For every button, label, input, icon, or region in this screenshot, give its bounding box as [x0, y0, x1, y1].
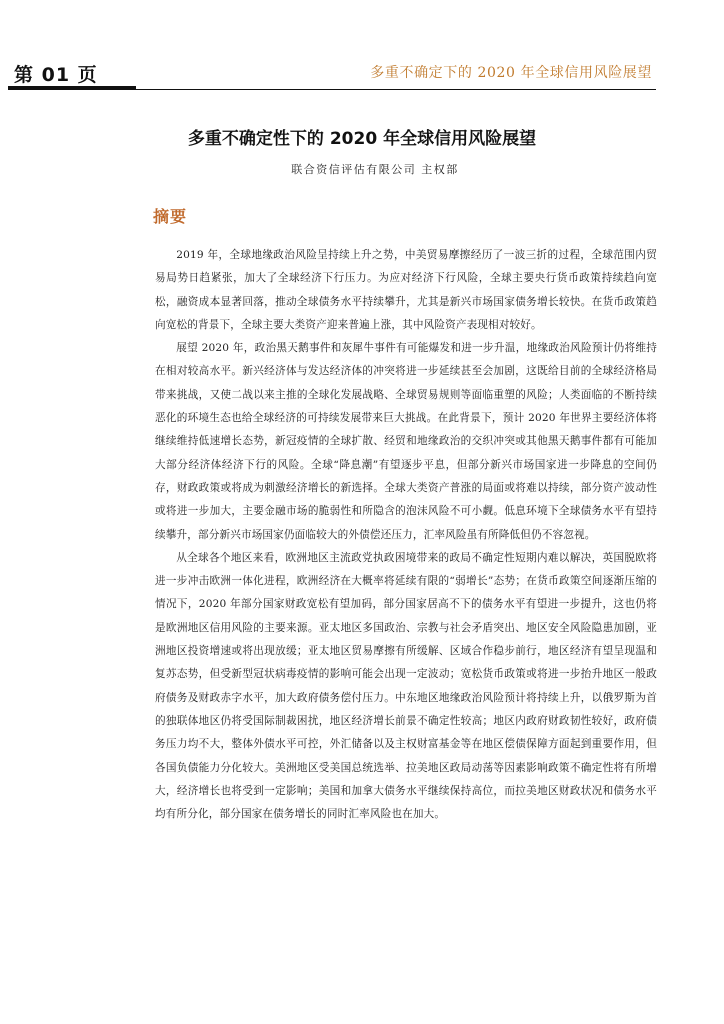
running-header-title: 多重不确定下的 2020 年全球信用风险展望 [370, 65, 652, 81]
abstract-heading: 摘要 [153, 207, 188, 226]
abstract-paragraph-2: 展望 2020 年，政治黑天鹅事件和灰犀牛事件有可能爆发和进一步升温，地缘政治风险预计仍将维持在相对较高水平。新兴经济体与发达经济体的冲突将进一步延续甚至会加剧，这既给目前的全球经济格局带来挑战，又使二战以来主推的全球化发展战略、全球贸易规则等面临重塑的风险；人类面临的不断持续恶化的环境生态也给全球经济的可持续发展带来巨大挑战。在此背景下，预计 2020 年世界主要经济体将继续维持低速增长态势，新冠疫情的全球扩散、经贸和地缘政治的交织冲突或其他黑天鹅事件都有可能加大部分经济体经济下行的风险。全球“降息潮”有望逐步平息，但部分新兴市场国家进一步降息的空间仍存，财政政策或将成为刺激经济增长的新选择。全球大类资产普涨的局面或将难以持续，部分资产波动性或将进一步加大，主要金融市场的脆弱性和所隐含的泡沫风险不可小觑。低息环境下全球债务水平有望持续攀升，部分新兴市场国家仍面临较大的外债偿还压力，汇率风险虽有所降低但仍不容忽视。 [155, 342, 657, 541]
header-rule-thin [136, 89, 656, 90]
header-rule-thick [8, 86, 136, 90]
page-header [0, 0, 724, 100]
document-author: 联合资信评估有限公司 主权部 [291, 163, 459, 176]
abstract-paragraph-3: 从全球各个地区来看，欧洲地区主流政党执政困境带来的政局不确定性短期内难以解决，英国脱欧将进一步冲击欧洲一体化进程，欧洲经济在大概率将延续有限的“弱增长”态势；在货币政策空间逐渐压缩的情况下，2020 年部分国家财政宽松有望加码，部分国家居高不下的债务水平有望进一步提升，这也仍将是欧洲地区信用风险的主要来源。亚太地区多国政治、宗教与社会矛盾突出、地区安全风险隐患加剧，亚洲地区投资增速或将出现放缓；亚太地区贸易摩擦有所缓解、区域合作稳步前行，地区经济有望呈现温和复苏态势，但受新型冠状病毒疫情的影响可能会出现一定波动；宽松货币政策或将进一步抬升地区一般政府债务及财政赤字水平，加大政府债务偿付压力。中东地区地缘政治风险预计将持续上升，以俄罗斯为首的独联体地区仍将受国际制裁困扰，地区经济增长前景不确定性较高；地区内政府财政韧性较好，政府债务压力均不大，整体外债水平可控，外汇储备以及主权财富基金等在地区偿债保障方面起到重要作用，但各国负债能力分化较大。美洲地区受美国总统选举、拉美地区政局动荡等因素影响政策不确定性将有所增大，经济增长也将受到一定影响；美国和加拿大债务水平继续保持高位，而拉美地区财政状况和债务水平均有所分化，部分国家在债务增长的同时汇率风险也在加大。 [155, 551, 657, 821]
abstract-body [155, 244, 657, 826]
abstract-paragraph-1: 2019 年，全球地缘政治风险呈持续上升之势，中美贸易摩擦经历了一波三折的过程，全球范围内贸易局势日趋紧张，加大了全球经济下行压力。为应对经济下行风险，全球主要央行货币政策持续趋向宽松，融资成本显著回落，推动全球债务水平持续攀升，尤其是新兴市场国家债务增长较快。在货币政策趋向宽松的背景下，全球主要大类资产迎来普遍上涨，其中风险资产表现相对较好。 [155, 249, 657, 331]
document-title: 多重不确定性下的 2020 年全球信用风险展望 [187, 129, 537, 149]
page-number: 第 01 页 [14, 64, 98, 86]
